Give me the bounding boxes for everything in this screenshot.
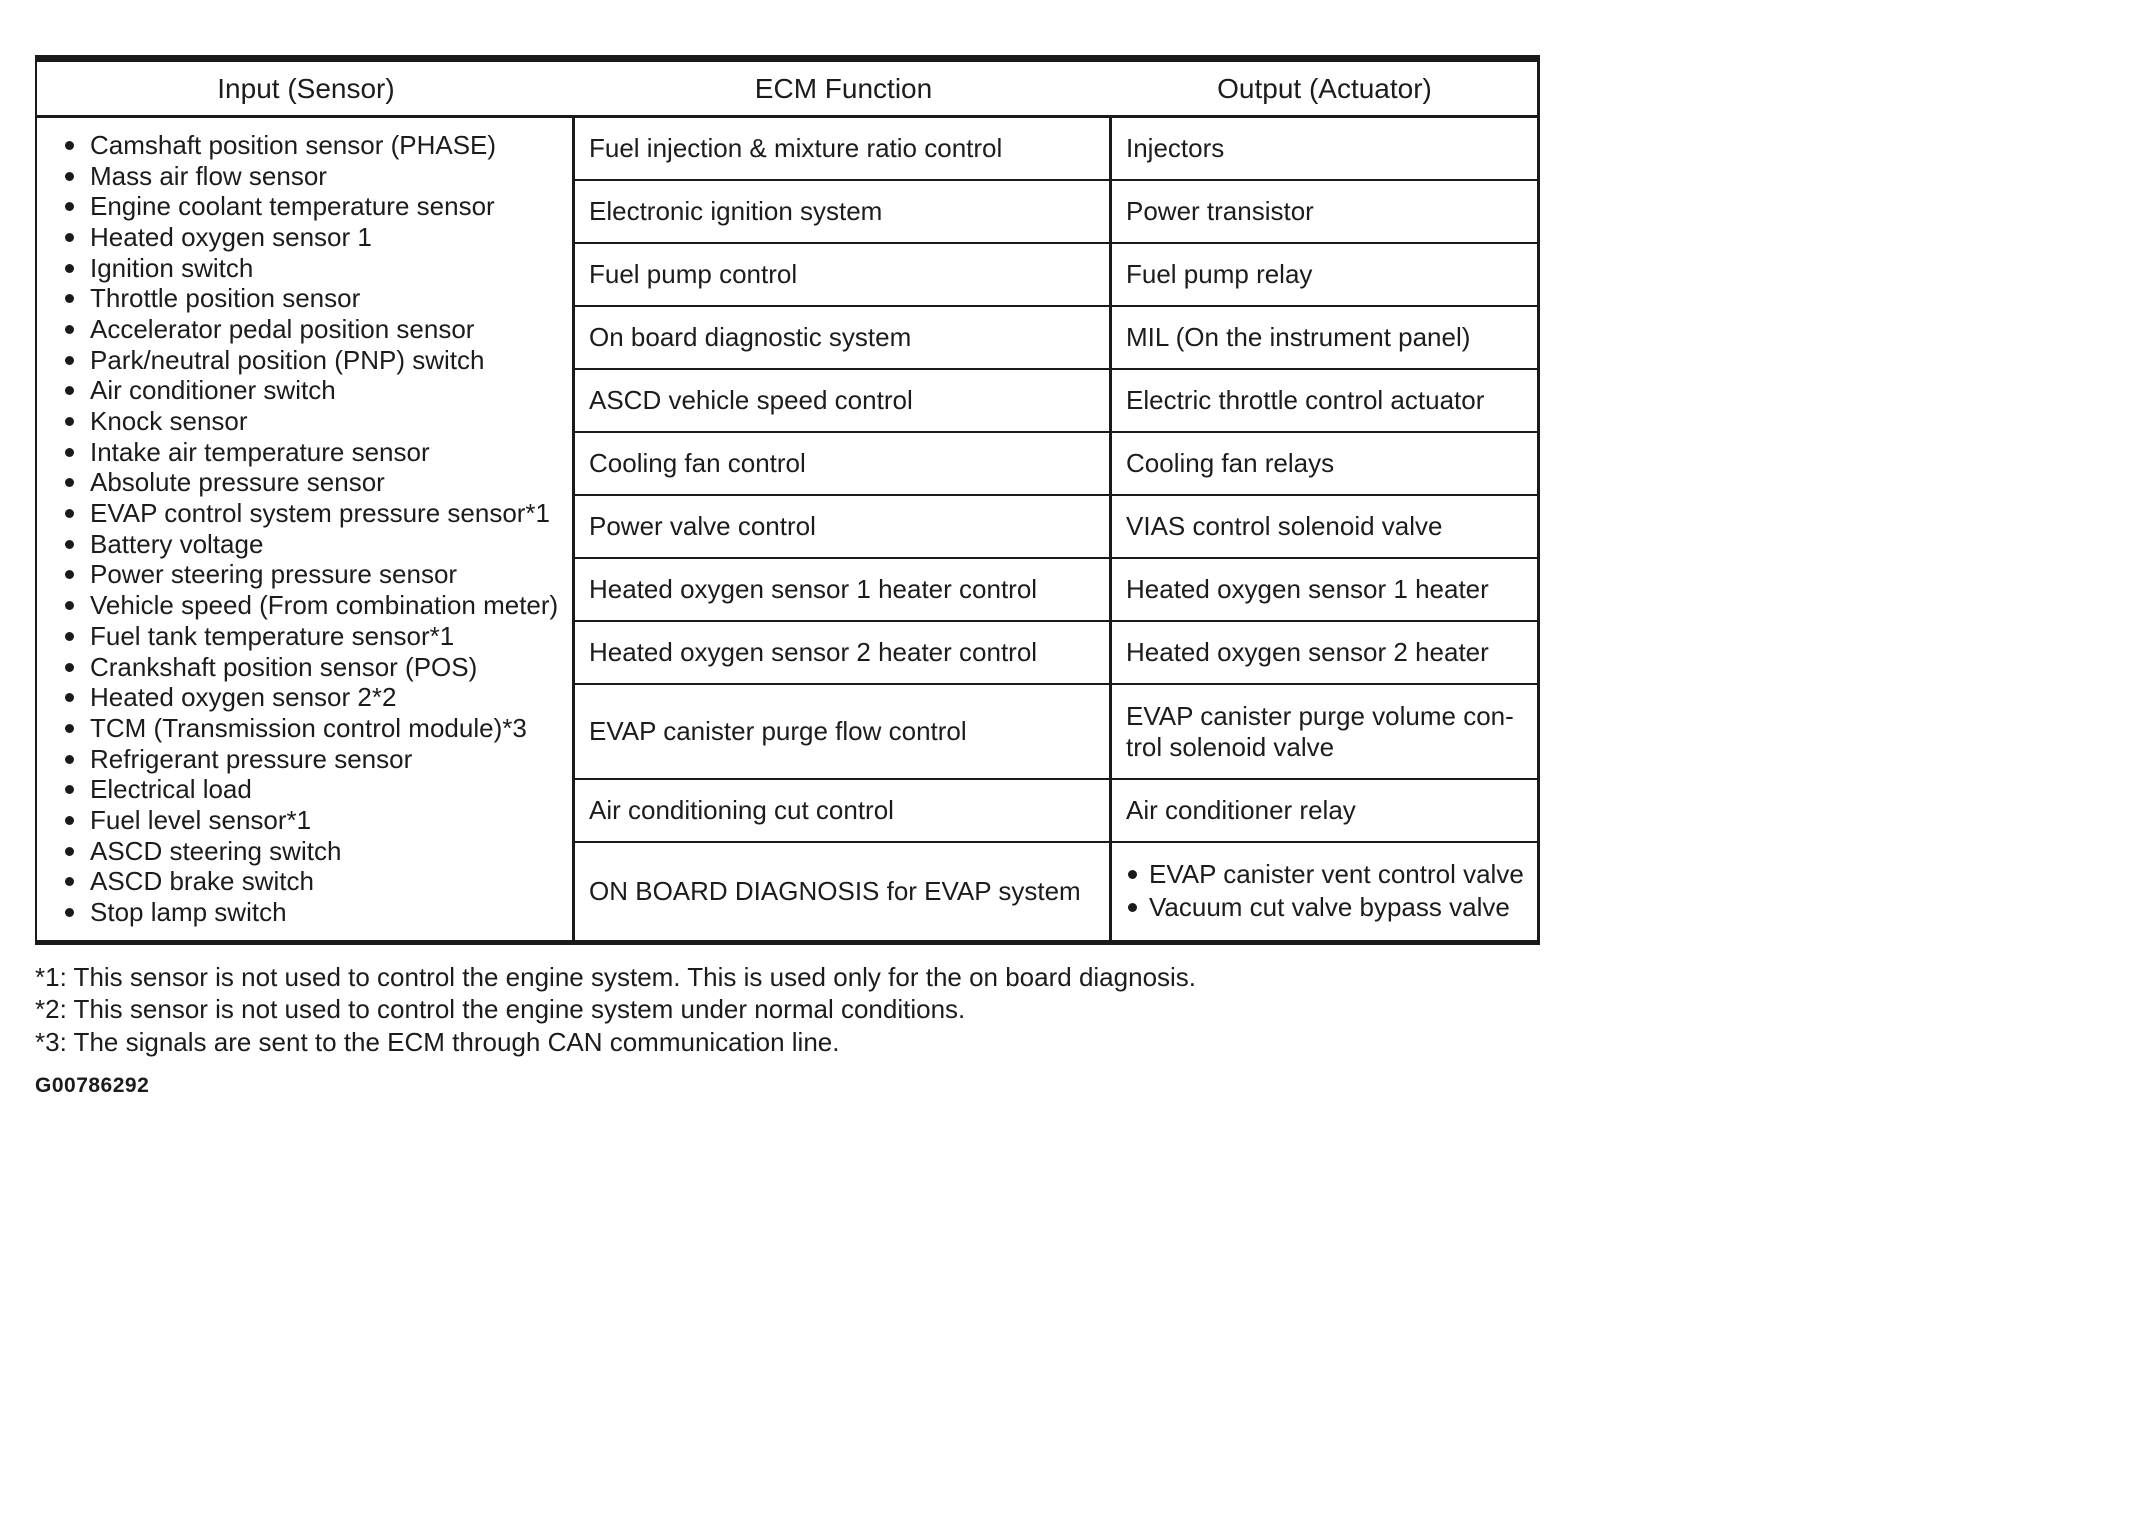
table-row xyxy=(575,244,1537,307)
output-actuator-cell xyxy=(1112,244,1537,305)
input-sensor-item xyxy=(51,621,568,652)
table-row xyxy=(575,622,1537,685)
table-row xyxy=(575,433,1537,496)
output-actuator-cell xyxy=(1112,433,1537,494)
output-actuator-label: Injectors xyxy=(1126,133,1225,163)
input-sensor-label: Electrical load xyxy=(90,774,252,805)
header-input-sensor: Input (Sensor) xyxy=(217,72,395,104)
input-sensor-label: Refrigerant pressure sensor xyxy=(90,743,413,774)
ecm-function-cell xyxy=(575,118,1112,179)
output-actuator-label: Air conditioner relay xyxy=(1126,795,1356,825)
output-actuator-cell xyxy=(1112,181,1537,242)
footnote-line: *3: The signals are sent to the ECM through CAN communication line. xyxy=(35,1026,840,1057)
bullet-icon xyxy=(65,877,74,886)
input-sensor-item xyxy=(51,314,568,345)
ecm-function-cell xyxy=(575,780,1112,841)
input-sensor-item xyxy=(51,836,568,867)
bullet-icon xyxy=(65,632,74,641)
bullet-icon xyxy=(65,724,74,733)
input-sensor-item xyxy=(51,376,568,407)
bullet-icon xyxy=(65,386,74,395)
output-actuator-cell xyxy=(1112,685,1537,778)
bullet-icon xyxy=(65,478,74,487)
output-actuator-cell xyxy=(1112,118,1537,179)
ecm-function-cell xyxy=(575,496,1112,557)
input-sensor-label: Intake air temperature sensor xyxy=(90,436,430,467)
bullet-icon xyxy=(65,172,74,181)
bullet-icon xyxy=(65,755,74,764)
output-bullet-item xyxy=(1126,891,1524,924)
input-sensor-label: Power steering pressure sensor xyxy=(90,559,458,590)
footnote-line: *1: This sensor is not used to control the engine system. This is used only for the on board diagnosis. xyxy=(35,961,1197,992)
input-sensor-item xyxy=(51,498,568,529)
bullet-icon xyxy=(65,540,74,549)
output-actuator-cell xyxy=(1112,496,1537,557)
input-sensor-item xyxy=(51,529,568,560)
ecm-function-label: ON BOARD DIAGNOSIS for EVAP system xyxy=(589,875,1081,906)
header-output-actuator: Output (Actuator) xyxy=(1217,72,1432,104)
bullet-icon xyxy=(65,663,74,672)
bullet-icon xyxy=(65,202,74,211)
input-sensor-item xyxy=(51,406,568,437)
table-row xyxy=(575,307,1537,370)
ecm-function-cell xyxy=(575,685,1112,778)
input-sensor-label: Heated oxygen sensor 2*2 xyxy=(90,682,397,713)
ecm-function-label: On board diagnostic system xyxy=(589,322,912,352)
footnotes xyxy=(35,961,2129,1059)
ecm-function-label: Air conditioning cut control xyxy=(589,795,894,825)
input-sensor-item xyxy=(51,713,568,744)
input-sensor-label: Stop lamp switch xyxy=(90,897,287,928)
input-sensor-item xyxy=(51,867,568,898)
ecm-function-label: Fuel injection & mixture ratio control xyxy=(589,133,1003,163)
bullet-icon xyxy=(65,601,74,610)
table-row xyxy=(575,685,1537,780)
output-actuator-label: Cooling fan relays xyxy=(1126,448,1335,478)
table-row xyxy=(575,118,1537,181)
footnote-line: *2: This sensor is not used to control the engine system under normal conditions. xyxy=(35,994,966,1025)
output-line: trol solenoid valve xyxy=(1126,731,1335,762)
ecm-function-cell xyxy=(575,433,1112,494)
input-sensor-item xyxy=(51,161,568,192)
ecm-function-label: Electronic ignition system xyxy=(589,196,883,226)
table-row xyxy=(575,843,1537,940)
output-actuator-label: Heated oxygen sensor 2 heater xyxy=(1126,637,1489,667)
input-sensor-label: Fuel tank temperature sensor*1 xyxy=(90,620,455,651)
table-row xyxy=(575,780,1537,843)
input-sensor-label: Mass air flow sensor xyxy=(90,160,327,191)
input-sensor-item xyxy=(51,437,568,468)
input-sensor-label: Fuel level sensor*1 xyxy=(90,804,312,835)
output-bullet-item xyxy=(1126,858,1524,891)
ecm-function-label: EVAP canister purge flow control xyxy=(589,716,967,746)
bullet-icon xyxy=(65,233,74,242)
input-sensor-label: Camshaft position sensor (PHASE) xyxy=(90,129,497,160)
bullet-icon xyxy=(65,847,74,856)
input-sensor-item xyxy=(51,345,568,376)
bullet-icon xyxy=(1128,903,1137,912)
output-actuator-cell xyxy=(1112,843,1537,940)
input-sensor-label: Air conditioner switch xyxy=(90,375,336,406)
input-sensor-item xyxy=(51,682,568,713)
input-sensor-label: Knock sensor xyxy=(90,406,248,437)
table-row xyxy=(575,370,1537,433)
bullet-icon xyxy=(65,417,74,426)
header-ecm-function: ECM Function xyxy=(754,72,933,104)
output-actuator-label: Fuel pump relay xyxy=(1126,259,1313,289)
ecm-function-label: Cooling fan control xyxy=(589,448,806,478)
table-row xyxy=(575,496,1537,559)
bullet-icon xyxy=(65,141,74,150)
function-rows xyxy=(575,118,1537,940)
table-row xyxy=(575,181,1537,244)
ecm-input-output-table xyxy=(35,55,1540,945)
ecm-function-label: ASCD vehicle speed control xyxy=(589,385,913,415)
input-sensor-item xyxy=(51,744,568,775)
ecm-function-cell xyxy=(575,559,1112,620)
ecm-function-cell xyxy=(575,244,1112,305)
output-actuator-label: VIAS control solenoid valve xyxy=(1126,511,1443,541)
output-actuator-cell xyxy=(1112,370,1537,431)
input-sensor-item xyxy=(51,590,568,621)
input-sensor-label: Engine coolant temperature sensor xyxy=(90,191,495,222)
output-actuator-label xyxy=(1126,701,1514,763)
output-actuator-label: Vacuum cut valve bypass valve xyxy=(1149,892,1510,923)
ecm-function-cell xyxy=(575,181,1112,242)
input-sensor-item xyxy=(51,897,568,928)
ecm-function-label: Heated oxygen sensor 1 heater control xyxy=(589,574,1038,604)
bullet-icon xyxy=(65,356,74,365)
bullet-icon xyxy=(65,785,74,794)
input-sensor-item xyxy=(51,560,568,591)
table-header-row xyxy=(37,62,1537,118)
input-sensor-label: TCM (Transmission control module)*3 xyxy=(90,712,527,743)
input-sensor-label: Park/neutral position (PNP) switch xyxy=(90,344,485,375)
input-sensor-label: Battery voltage xyxy=(90,528,264,559)
input-sensor-item xyxy=(51,191,568,222)
ecm-function-cell xyxy=(575,307,1112,368)
output-actuator-cell xyxy=(1112,307,1537,368)
input-sensor-item xyxy=(51,222,568,253)
output-bullet-list xyxy=(1126,858,1524,924)
ecm-function-label: Power valve control xyxy=(589,511,816,541)
input-sensor-item xyxy=(51,283,568,314)
bullet-icon xyxy=(65,325,74,334)
input-sensor-item xyxy=(51,774,568,805)
ecm-function-cell xyxy=(575,843,1112,940)
input-sensor-label: ASCD brake switch xyxy=(90,866,314,897)
input-sensor-item xyxy=(51,468,568,499)
input-sensor-label: Heated oxygen sensor 1 xyxy=(90,221,372,252)
input-sensor-list xyxy=(37,118,575,940)
input-sensor-label: Throttle position sensor xyxy=(90,283,361,314)
table-body xyxy=(37,118,1537,940)
bullet-icon xyxy=(65,693,74,702)
output-actuator-label: MIL (On the instrument panel) xyxy=(1126,322,1471,352)
bullet-icon xyxy=(1128,870,1137,879)
input-sensor-label: Vehicle speed (From combination meter) xyxy=(90,590,559,621)
output-actuator-label: Power transistor xyxy=(1126,196,1314,226)
table-row xyxy=(575,559,1537,622)
output-actuator-cell xyxy=(1112,622,1537,683)
bullet-icon xyxy=(65,908,74,917)
bullet-icon xyxy=(65,509,74,518)
bullet-icon xyxy=(65,264,74,273)
output-actuator-label: EVAP canister vent control valve xyxy=(1149,859,1524,890)
input-sensor-item xyxy=(51,253,568,284)
bullet-icon xyxy=(65,448,74,457)
bullet-icon xyxy=(65,294,74,303)
bullet-icon xyxy=(65,570,74,579)
input-sensor-item xyxy=(51,805,568,836)
output-actuator-label: Heated oxygen sensor 1 heater xyxy=(1126,574,1489,604)
input-sensor-label: ASCD steering switch xyxy=(90,835,342,866)
ecm-function-label: Heated oxygen sensor 2 heater control xyxy=(589,637,1038,667)
output-line: EVAP canister purge volume con- xyxy=(1126,700,1514,731)
output-actuator-label: Electric throttle control actuator xyxy=(1126,385,1485,415)
input-sensor-label: Accelerator pedal position sensor xyxy=(90,313,475,344)
output-actuator-cell xyxy=(1112,780,1537,841)
input-sensor-label: Ignition switch xyxy=(90,252,254,283)
bullet-icon xyxy=(65,816,74,825)
ecm-function-cell xyxy=(575,370,1112,431)
figure-id: G00786292 xyxy=(35,1074,150,1098)
ecm-function-label: Fuel pump control xyxy=(589,259,798,289)
input-sensor-label: EVAP control system pressure sensor*1 xyxy=(90,498,551,529)
input-sensor-label: Absolute pressure sensor xyxy=(90,467,385,498)
input-sensor-item xyxy=(51,652,568,683)
ecm-function-cell xyxy=(575,622,1112,683)
input-sensor-item xyxy=(51,130,568,161)
output-actuator-cell xyxy=(1112,559,1537,620)
input-sensor-label: Crankshaft position sensor (POS) xyxy=(90,651,478,682)
